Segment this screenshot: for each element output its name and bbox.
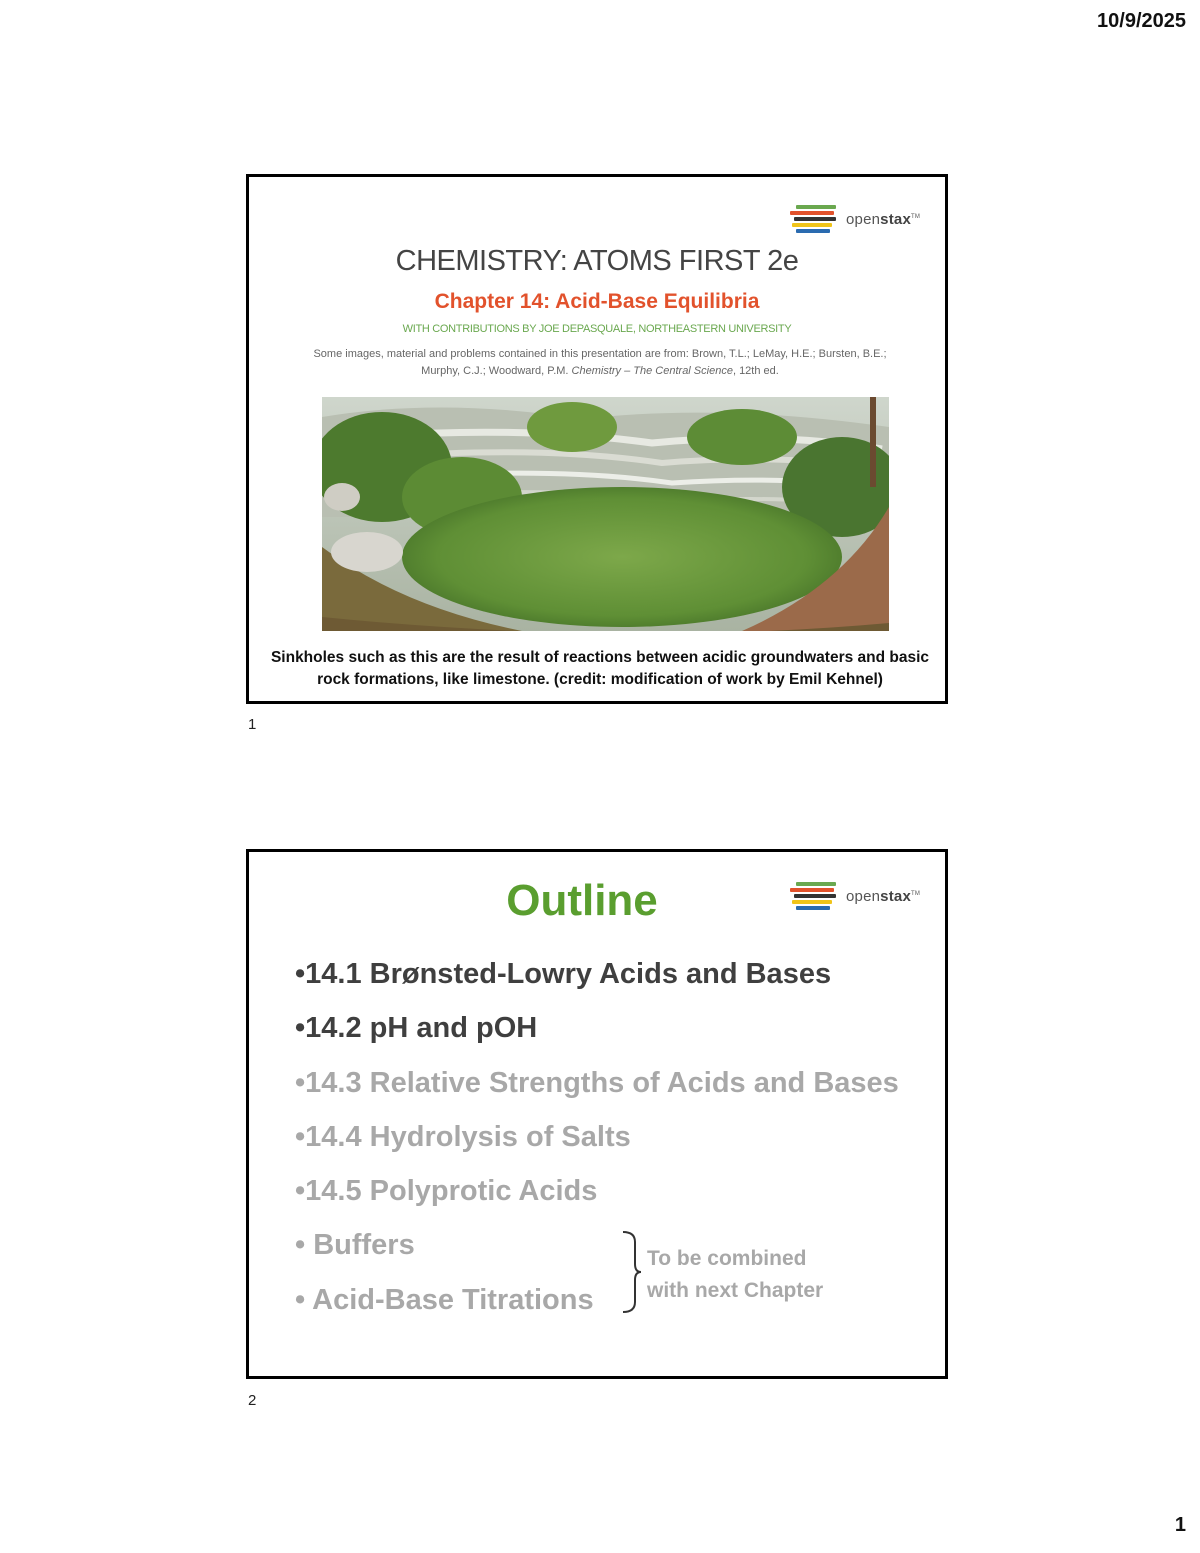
outline-item: • Buffers bbox=[295, 1229, 415, 1262]
openstax-wordmark: openstax™ bbox=[846, 887, 921, 905]
right-brace-icon bbox=[621, 1230, 643, 1319]
outline-item: • Acid-Base Titrations bbox=[295, 1283, 594, 1316]
sinkhole-photo bbox=[322, 397, 889, 631]
combine-note: To be combined with next Chapter bbox=[647, 1247, 824, 1302]
source-credit: Some images, material and problems contained in this presentation are from: Brown, T.L.; LeMay, H.E.; Bursten, B.E.; Murphy, C.J.; Woodward, P.M. Chemistry – The Central Science, 12th ed. bbox=[313, 348, 887, 377]
outline-item: •14.4 Hydrolysis of Salts bbox=[295, 1120, 631, 1153]
slide-title: CHEMISTRY: ATOMS FIRST 2e bbox=[395, 245, 799, 277]
contributions-line: WITH CONTRIBUTIONS BY JOE DEPASQUALE, NORTHEASTERN UNIVERSITY bbox=[402, 323, 792, 335]
openstax-logo-icon bbox=[790, 203, 840, 235]
outline-item: •14.5 Polyprotic Acids bbox=[295, 1175, 598, 1208]
slide-2 bbox=[246, 849, 948, 1379]
outline-title: Outline bbox=[506, 876, 658, 925]
outline-item: •14.2 pH and pOH bbox=[295, 1012, 538, 1045]
page-date: 10/9/2025 bbox=[1097, 10, 1186, 32]
page-number: 1 bbox=[1174, 1514, 1186, 1536]
outline-item: •14.1 Brønsted-Lowry Acids and Bases bbox=[295, 958, 832, 990]
openstax-logo bbox=[790, 203, 920, 235]
slide-1 bbox=[246, 174, 948, 704]
chapter-heading: Chapter 14: Acid-Base Equilibria bbox=[434, 290, 760, 313]
outline-item: •14.3 Relative Strengths of Acids and Bases bbox=[295, 1066, 899, 1099]
photo-caption: Sinkholes such as this are the result of reactions between acidic groundwaters and basic rock formations, like limestone. (credit: modification of work by Emil Kehnel) bbox=[270, 649, 930, 688]
slide-number: 2 bbox=[248, 1392, 257, 1409]
openstax-wordmark: openstax™ bbox=[846, 210, 921, 228]
slide-number: 1 bbox=[248, 716, 257, 733]
